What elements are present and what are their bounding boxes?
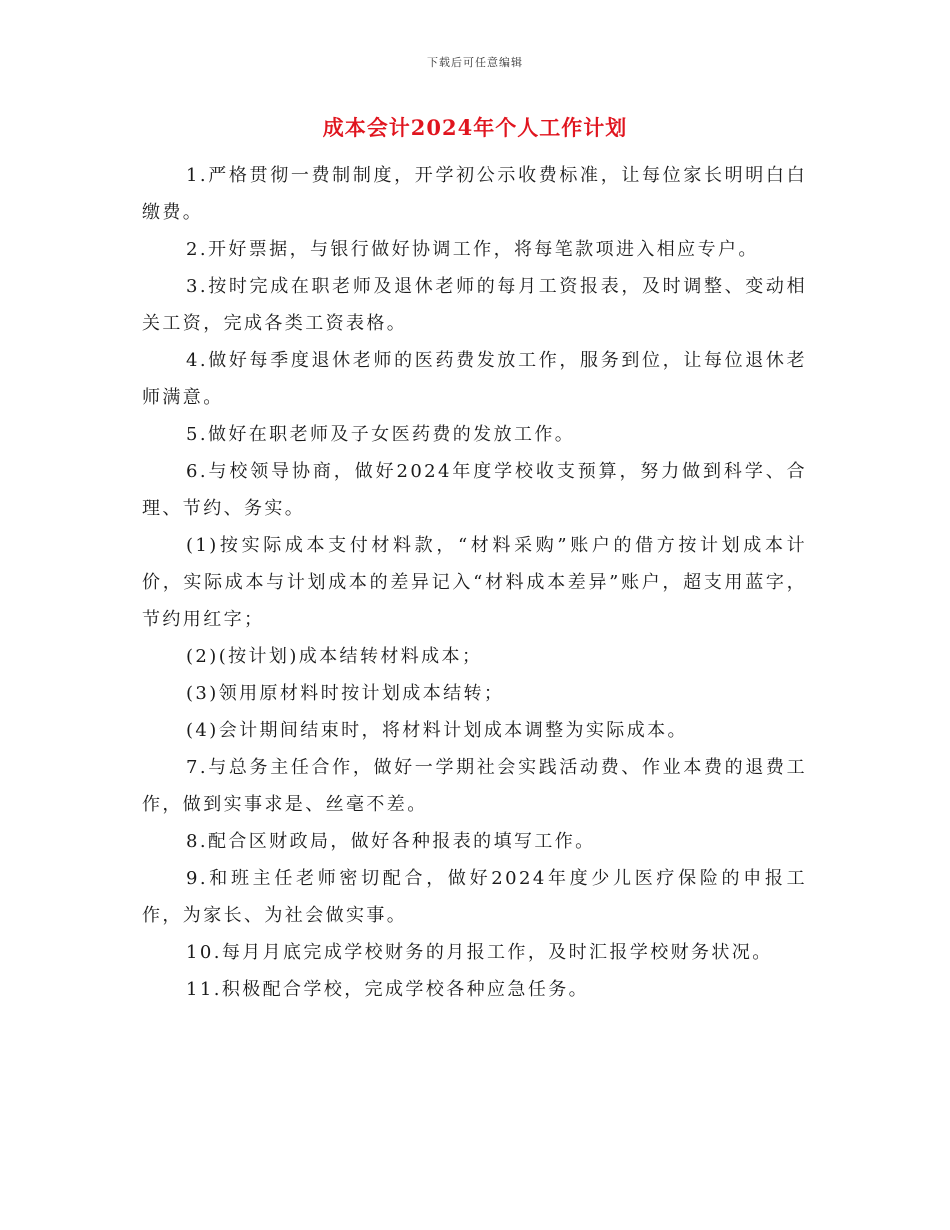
paragraph-4: 4.做好每季度退休老师的医药费发放工作，服务到位，让每位退休老师满意。 [142, 350, 807, 408]
sub-item-4: (4)会计期间结束时，将材料计划成本调整为实际成本。 [186, 720, 688, 741]
document-body [142, 157, 807, 1008]
paragraph-10: 10.每月月底完成学校财务的月报工作，及时汇报学校财务状况。 [186, 942, 773, 963]
paragraph-7: 7.与总务主任合作，做好一学期社会实践活动费、作业本费的退费工作，做到实事求是、丝毫不差。 [142, 757, 807, 815]
sub-item-1: (1)按实际成本支付材料款，“材料采购”账户的借方按计划成本计价，实际成本与计划成本的差异记入“材料成本差异”账户，超支用蓝字，节约用红字； [142, 535, 807, 630]
paragraph-9: 9.和班主任老师密切配合，做好2024年度少儿医疗保险的申报工作，为家长、为社会做实事。 [142, 868, 807, 926]
document-title: 成本会计2024年个人工作计划 [322, 115, 628, 140]
page-header-note: 下载后可任意编辑 [427, 56, 523, 69]
paragraph-1: 1.严格贯彻一费制制度，开学初公示收费标准，让每位家长明明白白缴费。 [142, 165, 807, 223]
paragraph-5: 5.做好在职老师及子女医药费的发放工作。 [186, 424, 576, 445]
paragraph-6: 6.与校领导协商，做好2024年度学校收支预算，努力做到科学、合理、节约、务实。 [142, 461, 807, 519]
paragraph-8: 8.配合区财政局，做好各种报表的填写工作。 [186, 831, 596, 852]
sub-item-2: (2)(按计划)成本结转材料成本； [186, 646, 483, 667]
paragraph-3: 3.按时完成在职老师及退休老师的每月工资报表，及时调整、变动相关工资，完成各类工资表格。 [142, 276, 807, 334]
paragraph-2: 2.开好票据，与银行做好协调工作，将每笔款项进入相应专户。 [186, 239, 759, 260]
paragraph-11: 11.积极配合学校，完成学校各种应急任务。 [186, 979, 590, 1000]
sub-item-3: (3)领用原材料时按计划成本结转； [186, 683, 505, 704]
